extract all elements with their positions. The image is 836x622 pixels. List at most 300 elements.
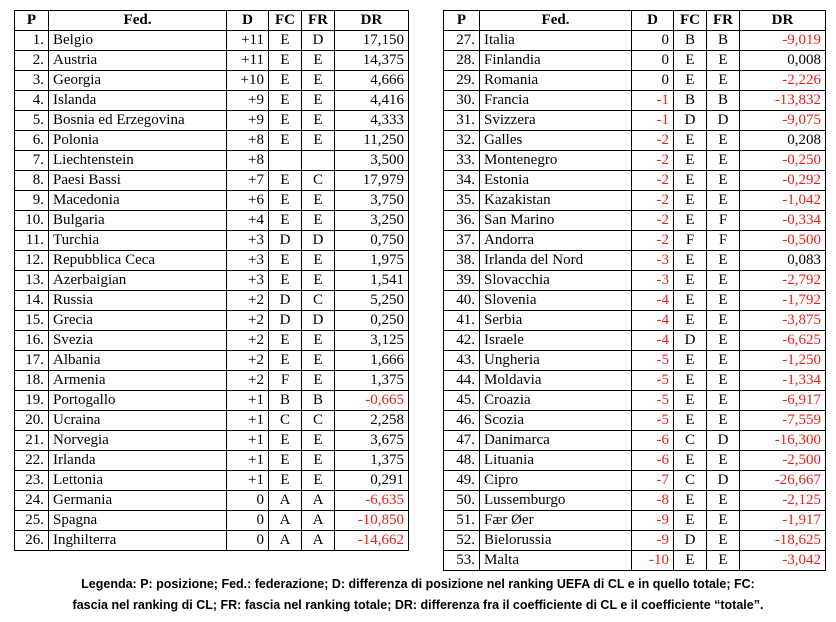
cell-p: 11. [15,231,49,251]
cell-fed: Lettonia [49,471,227,491]
cell-p: 26. [15,531,49,551]
cell-dr: 0,083 [740,251,826,271]
cell-fed: Inghilterra [49,531,227,551]
cell-fr: E [302,431,335,451]
cell-d: +2 [227,331,269,351]
cell-fed: Serbia [480,311,632,331]
cell-fc: A [269,531,302,551]
cell-fc: E [674,291,707,311]
cell-d: -6 [632,451,674,471]
cell-dr: -9,019 [740,31,826,51]
cell-p: 48. [444,451,480,471]
cell-fr: F [707,231,740,251]
cell-fr: B [302,391,335,411]
cell-fed: Lituania [480,451,632,471]
cell-dr: 17,150 [335,31,409,51]
cell-fed: Bulgaria [49,211,227,231]
table-row [15,91,409,111]
cell-fed: Fær Øer [480,511,632,531]
cell-d: +2 [227,371,269,391]
cell-d: +3 [227,271,269,291]
table-row [444,411,826,431]
cell-dr: -0,665 [335,391,409,411]
table-row [444,351,826,371]
cell-fc: B [269,391,302,411]
cell-p: 10. [15,211,49,231]
cell-dr: 0,250 [335,311,409,331]
cell-p: 50. [444,491,480,511]
cell-dr: -9,075 [740,111,826,131]
cell-p: 40. [444,291,480,311]
cell-dr: 3,250 [335,211,409,231]
cell-fed: Ungheria [480,351,632,371]
cell-fr: B [707,31,740,51]
cell-dr: 5,250 [335,291,409,311]
cell-dr: 0,291 [335,471,409,491]
header-d: D [227,11,269,31]
cell-fc: E [674,171,707,191]
cell-fed: Ucraina [49,411,227,431]
cell-fc: E [269,91,302,111]
cell-fed: Paesi Bassi [49,171,227,191]
cell-fc: D [674,111,707,131]
cell-fr: E [302,111,335,131]
cell-fed: Russia [49,291,227,311]
cell-dr: 14,375 [335,51,409,71]
table-row [15,311,409,331]
cell-p: 14. [15,291,49,311]
cell-dr: 3,750 [335,191,409,211]
cell-p: 4. [15,91,49,111]
cell-fc: E [674,271,707,291]
cell-d: +3 [227,251,269,271]
cell-fr: E [302,251,335,271]
cell-fc: E [674,411,707,431]
cell-p: 2. [15,51,49,71]
table-row [15,131,409,151]
table-row [444,491,826,511]
table-row [15,371,409,391]
cell-fr: E [302,451,335,471]
cell-dr: -10,850 [335,511,409,531]
cell-fc: C [269,411,302,431]
cell-p: 37. [444,231,480,251]
cell-fr: D [707,471,740,491]
cell-p: 24. [15,491,49,511]
cell-fr: A [302,511,335,531]
cell-fr: F [707,211,740,231]
cell-fc: E [674,511,707,531]
cell-fed: Austria [49,51,227,71]
cell-d: -5 [632,391,674,411]
cell-fc: E [269,471,302,491]
cell-dr: -2,226 [740,71,826,91]
cell-fr: D [302,311,335,331]
cell-fed: Slovacchia [480,271,632,291]
cell-fed: Macedonia [49,191,227,211]
cell-p: 7. [15,151,49,171]
cell-dr: 4,333 [335,111,409,131]
cell-dr: -0,250 [740,151,826,171]
cell-d: 0 [227,531,269,551]
cell-fr: E [707,71,740,91]
cell-fed: Francia [480,91,632,111]
cell-dr: -2,125 [740,491,826,511]
cell-fc: E [674,551,707,571]
cell-fc: E [269,71,302,91]
cell-fr: E [302,351,335,371]
cell-fed: Malta [480,551,632,571]
cell-fed: Germania [49,491,227,511]
cell-dr: -18,625 [740,531,826,551]
table-row [15,191,409,211]
table-row [15,51,409,71]
cell-dr: 4,666 [335,71,409,91]
table-row [444,431,826,451]
table-row [444,291,826,311]
cell-fc: E [269,111,302,131]
cell-fed: Grecia [49,311,227,331]
cell-fed: Bielorussia [480,531,632,551]
cell-dr: -1,250 [740,351,826,371]
cell-dr: -16,300 [740,431,826,451]
cell-dr: -0,292 [740,171,826,191]
table-row [444,191,826,211]
table-row [444,511,826,531]
cell-d: +1 [227,471,269,491]
header-fed: Fed. [49,11,227,31]
cell-fed: Galles [480,131,632,151]
cell-fr: E [707,411,740,431]
cell-fr: E [707,191,740,211]
cell-d: -4 [632,331,674,351]
cell-dr: -3,875 [740,311,826,331]
cell-p: 23. [15,471,49,491]
cell-p: 13. [15,271,49,291]
table-row [444,331,826,351]
cell-dr: 3,500 [335,151,409,171]
cell-dr: 3,125 [335,331,409,351]
cell-fed: Islanda [49,91,227,111]
header-fr: FR [707,11,740,31]
table-row [15,351,409,371]
cell-p: 22. [15,451,49,471]
table-row [444,71,826,91]
table-row [444,91,826,111]
cell-p: 52. [444,531,480,551]
table-row [15,291,409,311]
cell-d: -5 [632,411,674,431]
cell-fed: Repubblica Ceca [49,251,227,271]
cell-dr: -0,334 [740,211,826,231]
header-dr: DR [740,11,826,31]
cell-fr: E [707,51,740,71]
cell-p: 30. [444,91,480,111]
cell-fed: Romania [480,71,632,91]
table-row [444,551,826,571]
cell-fc: E [269,271,302,291]
table-row [444,51,826,71]
cell-fed: Portogallo [49,391,227,411]
table-row [15,471,409,491]
cell-fr [302,151,335,171]
cell-d: -5 [632,351,674,371]
cell-d: +11 [227,51,269,71]
cell-fc: E [269,171,302,191]
cell-dr: -1,334 [740,371,826,391]
header-p: P [15,11,49,31]
cell-fc: E [674,191,707,211]
cell-d: +8 [227,151,269,171]
cell-p: 33. [444,151,480,171]
cell-dr: -2,500 [740,451,826,471]
table-row [15,411,409,431]
cell-d: +7 [227,171,269,191]
header-dr: DR [335,11,409,31]
cell-fr: E [707,331,740,351]
legend [0,574,836,616]
cell-fc: B [674,91,707,111]
cell-p: 16. [15,331,49,351]
cell-p: 43. [444,351,480,371]
cell-p: 9. [15,191,49,211]
cell-fr: E [707,391,740,411]
cell-p: 51. [444,511,480,531]
table-row [15,71,409,91]
table-row [15,251,409,271]
cell-d: +6 [227,191,269,211]
cell-dr: -14,662 [335,531,409,551]
table-row [15,231,409,251]
cell-fc: E [269,211,302,231]
table-row [444,131,826,151]
cell-d: -2 [632,171,674,191]
table-row [444,171,826,191]
cell-fc: E [269,431,302,451]
cell-d: +4 [227,211,269,231]
cell-dr: -1,792 [740,291,826,311]
cell-fc: A [269,511,302,531]
cell-fr: E [302,51,335,71]
cell-dr: -26,667 [740,471,826,491]
header-p: P [444,11,480,31]
cell-dr: 17,979 [335,171,409,191]
table-row [444,451,826,471]
cell-fr: A [302,531,335,551]
cell-p: 35. [444,191,480,211]
legend-line-2: fascia nel ranking di CL; FR: fascia nel ranking totale; DR: differenza fra il coefficiente di CL e il coefficiente “totale”. [72,598,764,612]
cell-d: +3 [227,231,269,251]
cell-p: 46. [444,411,480,431]
cell-fed: Finlandia [480,51,632,71]
cell-fc: E [269,191,302,211]
cell-fed: Albania [49,351,227,371]
cell-dr: 0,750 [335,231,409,251]
table-row [444,151,826,171]
cell-fc: E [269,131,302,151]
table-header-row [15,11,409,31]
cell-fr: E [302,131,335,151]
cell-d: +10 [227,71,269,91]
cell-dr: 1,541 [335,271,409,291]
cell-fc: E [674,371,707,391]
cell-d: -6 [632,431,674,451]
cell-fed: Irlanda [49,451,227,471]
cell-p: 21. [15,431,49,451]
cell-p: 6. [15,131,49,151]
cell-fc: F [674,231,707,251]
cell-fr: E [707,511,740,531]
cell-fc: E [674,451,707,471]
cell-fr: C [302,291,335,311]
table-row [15,391,409,411]
cell-d: 0 [632,31,674,51]
cell-p: 17. [15,351,49,371]
table-row [15,331,409,351]
cell-fr: E [707,371,740,391]
table-row [444,231,826,251]
table-row [15,31,409,51]
cell-dr: -1,917 [740,511,826,531]
cell-fed: Slovenia [480,291,632,311]
cell-fed: Montenegro [480,151,632,171]
cell-d: -8 [632,491,674,511]
cell-d: -9 [632,531,674,551]
cell-p: 29. [444,71,480,91]
cell-fed: Polonia [49,131,227,151]
cell-fc: E [674,51,707,71]
cell-fed: Croazia [480,391,632,411]
cell-fr: E [707,251,740,271]
cell-p: 34. [444,171,480,191]
cell-fed: Estonia [480,171,632,191]
cell-fc: E [674,391,707,411]
cell-fc: E [269,351,302,371]
cell-fc: D [269,311,302,331]
cell-p: 44. [444,371,480,391]
cell-fed: Belgio [49,31,227,51]
cell-dr: 1,375 [335,371,409,391]
cell-fr: E [302,471,335,491]
table-header-row [444,11,826,31]
cell-p: 47. [444,431,480,451]
cell-fc: F [269,371,302,391]
table-row [15,271,409,291]
cell-p: 49. [444,471,480,491]
cell-fc: E [269,331,302,351]
cell-d: +9 [227,111,269,131]
cell-fc [269,151,302,171]
cell-fr: E [302,371,335,391]
cell-p: 39. [444,271,480,291]
cell-d: -2 [632,151,674,171]
cell-d: -3 [632,251,674,271]
cell-fc: D [269,231,302,251]
cell-p: 36. [444,211,480,231]
cell-fed: Andorra [480,231,632,251]
cell-d: +1 [227,391,269,411]
cell-fed: San Marino [480,211,632,231]
cell-dr: -6,625 [740,331,826,351]
cell-fed: Italia [480,31,632,51]
cell-d: -2 [632,231,674,251]
cell-fc: E [674,351,707,371]
table-row [444,251,826,271]
cell-fed: Bosnia ed Erzegovina [49,111,227,131]
cell-dr: -6,917 [740,391,826,411]
cell-fc: E [674,131,707,151]
cell-fc: E [674,491,707,511]
cell-d: -10 [632,551,674,571]
cell-dr: -1,042 [740,191,826,211]
table-row [444,111,826,131]
cell-d: -1 [632,91,674,111]
cell-fc: C [674,431,707,451]
cell-fc: E [269,251,302,271]
cell-fed: Azerbaigian [49,271,227,291]
cell-fr: E [707,131,740,151]
table-row [444,391,826,411]
table-row [444,311,826,331]
cell-fr: E [707,351,740,371]
cell-fed: Georgia [49,71,227,91]
cell-fr: C [302,411,335,431]
cell-dr: -2,792 [740,271,826,291]
cell-fc: E [269,51,302,71]
cell-fr: E [302,71,335,91]
cell-p: 1. [15,31,49,51]
cell-fc: D [674,531,707,551]
cell-fc: E [674,311,707,331]
table-row [15,511,409,531]
cell-fc: B [674,31,707,51]
table-row [15,111,409,131]
cell-dr: -6,635 [335,491,409,511]
cell-d: -4 [632,291,674,311]
legend-line-1: Legenda: P: posizione; Fed.: federazione; D: differenza di posizione nel ranking UEFA di CL e in quello totale; FC: [81,577,755,591]
cell-d: +8 [227,131,269,151]
cell-fr: D [302,31,335,51]
cell-fr: E [707,171,740,191]
header-fc: FC [269,11,302,31]
cell-fed: Norvegia [49,431,227,451]
cell-p: 15. [15,311,49,331]
table-row [444,371,826,391]
cell-dr: -3,042 [740,551,826,571]
cell-fr: B [707,91,740,111]
cell-d: +11 [227,31,269,51]
cell-p: 28. [444,51,480,71]
cell-fed: Svezia [49,331,227,351]
cell-fed: Scozia [480,411,632,431]
cell-p: 27. [444,31,480,51]
cell-fr: E [302,91,335,111]
cell-fr: E [707,531,740,551]
cell-dr: 2,258 [335,411,409,431]
cell-fed: Lussemburgo [480,491,632,511]
cell-fr: D [302,231,335,251]
cell-p: 8. [15,171,49,191]
cell-fc: E [269,31,302,51]
table-row [15,431,409,451]
cell-fc: C [674,471,707,491]
cell-fr: E [707,151,740,171]
cell-fed: Liechtenstein [49,151,227,171]
cell-d: 0 [227,511,269,531]
cell-dr: 0,208 [740,131,826,151]
table-row [444,531,826,551]
cell-fed: Kazakistan [480,191,632,211]
